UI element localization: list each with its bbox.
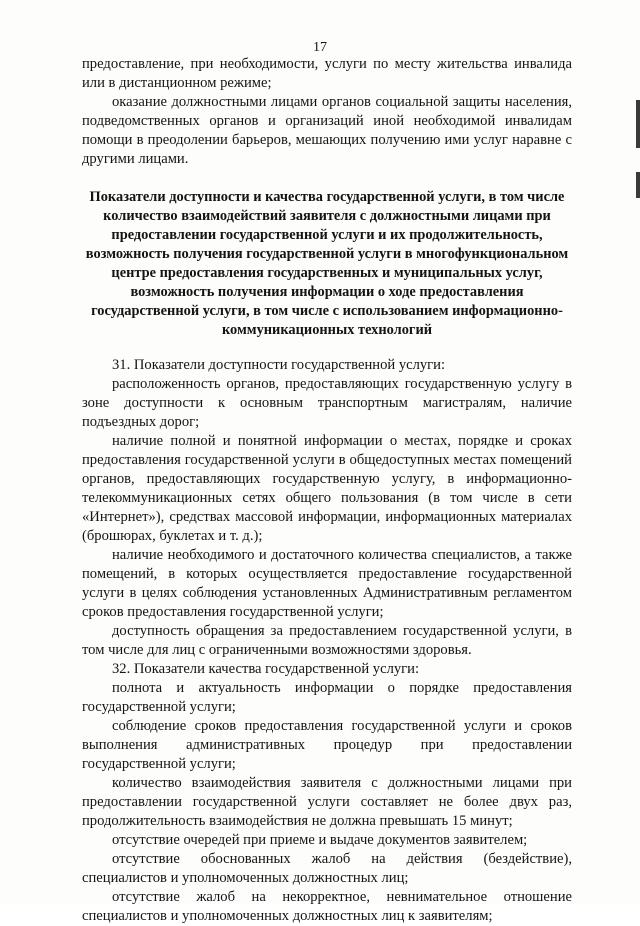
section-31-item: расположенность органов, предоставляющих государственную услугу в зоне доступности к основным транспортным магистралям, наличие подъездных дорог; [82,376,572,430]
page-number: 17 [313,40,327,55]
section-32-title: 32. Показатели качества государственной услуги: [112,661,420,677]
section-32-item: отсутствие обоснованных жалоб на действия (бездействие), специалистов и уполномоченных должностных лиц; [82,851,572,886]
section-32-item: количество взаимодействия заявителя с должностными лицами при предоставлении государственной услуги составляет не более двух раз, продолжительность взаимодействия не должна превышать 15 минут; [82,775,572,829]
section-31-item: наличие полной и понятной информации о местах, порядке и сроках предоставления государственной услуги в общедоступных местах помещений органов, предоставляющих государственную услугу, в информационно-телекоммуникационных сетях общего пользования (в том числе в сети «Интернет»), средствах массовой информации, информационных материалах (брошюрах, буклетах и т. д.); [82,433,572,544]
section-heading: Показатели доступности и качества государственной услуги, в том числе количество взаимодействий заявителя с должностными лицами при предоставлении государственной услуги и их продолжительность, возможность получения государственной услуги в многофункциональном центре предоставления государственных и муниципальных услуг, возможность получения информации о ходе предоставления государственной услуги, в том числе с использованием информационно-коммуникационных технологий [85,189,569,338]
section-31-title: 31. Показатели доступности государственной услуги: [112,357,446,373]
intro-paragraph-2: оказание должностными лицами органов социальной защиты населения, подведомственных органов и организаций иной необходимой инвалидам помощи в преодолении барьеров, мешающих получению ими услуг наравне с другими лицами. [82,94,572,167]
section-31-item: наличие необходимого и достаточного количества специалистов, а также помещений, в которых осуществляется предоставление государственной услуги в целях соблюдения установленных Административным регламентом сроков предоставления государственной услуги; [82,547,572,620]
section-32-item: соблюдение сроков предоставления государственной услуги и сроков выполнения административных процедур при предоставлении государственной услуги; [82,718,572,772]
section-32-item: полнота и актуальность информации о порядке предоставления государственной услуги; [82,680,572,715]
section-32-item: отсутствие очередей при приеме и выдаче документов заявителем; [112,832,528,848]
section-32-item: отсутствие жалоб на некорректное, невнимательное отношение специалистов и уполномоченных должностных лиц к заявителям; [82,889,572,924]
scan-edge-mark [636,172,640,198]
scan-edge-mark [636,100,640,148]
page-content [82,55,572,926]
intro-paragraph-1: предоставление, при необходимости, услуги по месту жительства инвалида или в дистанционном режиме; [82,56,572,91]
section-31-item: доступность обращения за предоставлением государственной услуги, в том числе для лиц с ограниченными возможностями здоровья. [82,623,572,658]
